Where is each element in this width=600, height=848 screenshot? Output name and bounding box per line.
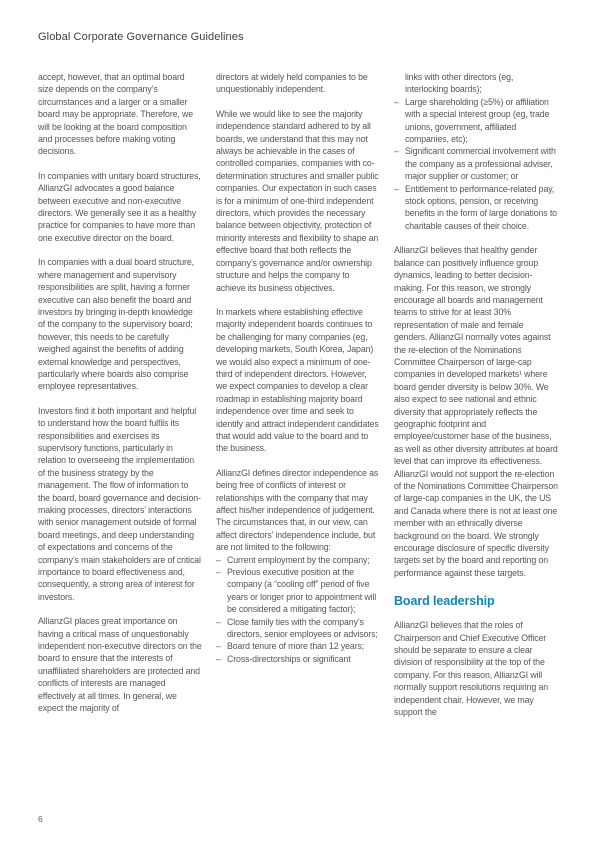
paragraph: AllianzGI believes that the roles of Chairperson and Chief Executive Officer should be separate to ensure a clear division of responsibility at the top of the company. For this reason, AllianzGI will normally support resolutions requiring an independent chair. However, we may support the [394,620,548,718]
column-1 [38,71,202,731]
paragraph: Investors find it both important and helpful to understand how the board fulfils its responsibilities and exercises its supervisory functions, particularly in relation to overseeing the implementation of the business strategy by the management. The flow of information to the board, board governance and decision-making processes, directors’ interactions with senior management outside of formal board meetings, and deep understanding of expectations and concerns of the company’s main stakeholders are of critical importance to board effectiveness and, consequently, a strong area of interest for investors. [38,405,201,602]
list-item: – Previous executive position at the company (a “cooling off” period of five years or longer prior to appointment will be considered a mitigating factor); [216,566,380,616]
list-item: – Close family ties with the company’s directors, senior employees or advisors; [216,616,380,641]
column-2 [216,71,380,731]
paragraph: directors at widely held companies to be unquestionably independent. [216,72,368,95]
paragraph: In companies with unitary board structures, AllianzGI advocates a good balance between executive and non-executive directors. We generally see it as a healthy practice for companies to have more than one executive director on the board. [38,170,201,243]
paragraph: accept, however, that an optimal board size depends on the company’s circumstances and a larger or a smaller board may be appropriate. Therefore, we will be looking at the board composition and processes before making voting decisions. [38,72,194,157]
document-title: Global Corporate Governance Guidelines [38,31,244,43]
paragraph: In markets where establishing effective majority independent boards continues to be challenging for many companies (eg, developing markets, South Korea, Japan) we would also expect a minimum of one-third of independent directors. However, we expect companies to develop a clear roadmap in establishing majority board independence over time and seek to identify and attract independent candidates that would add value to the board and to the business. [216,306,379,454]
list-item: – Board tenure of more than 12 years; [216,640,380,652]
paragraph: AllianzGI believes that healthy gender balance can positively influence group dynamics, leading to better decision-making. For this reason, we strongly encourage all boards and management teams to strive for at least 30% representation of male and female genders. AllianzGI normally votes against the re-election of the Nominations Committee Chairperson of large-cap companies in developed markets¹ where board gender diversity is below 30%. We also expect to see national and ethnic diversity that appropriately reflects the geographic footprint and employee/customer base of the business, as well as other diversity attributes at board level that can improve its effectiveness. AllianzGI would not support the re-election of the Nominations Committee Chairperson of large-cap companies in the UK, the US and Canada where there is not at least one member with an ethnically diverse background on the board. We strongly encourage disclosure of specific diversity targets set by the board and reporting on performance against these targets. [394,245,558,578]
section-heading: Board leadership [394,594,495,609]
list-item: – Cross-directorships or significant [216,653,380,665]
list-item: – Significant commercial involvement with the company as a professional adviser, major supplier or customer; or [394,145,558,182]
list-item: – Current employment by the company; [216,554,380,566]
page-number: 6 [38,814,43,824]
paragraph: AllianzGI places great importance on having a critical mass of unquestionably independent non-executive directors on the board to ensure that the interests of unaffiliated shareholders are protected and conflicts of interests are managed effectively at all times. In general, we expect the majority of [38,616,202,714]
paragraph: In companies with a dual board structure, where management and supervisory responsibilities are split, having a former executive can also benefit the board and investors by bringing in-depth knowledge of the company to the supervisory board; however, this needs to be carefully weighed against the benefits of adding external knowledge and perspectives, particularly where boards also comprise employee representatives. [38,257,194,392]
list-item: – Entitlement to performance-related pay, stock options, pension, or receiving benefits in the form of large donations to charitable causes of their choice. [394,183,558,233]
column-3 [394,71,558,731]
paragraph: AllianzGI defines director independence as being free of conflicts of interest or relationships with the company that may affect his/her independence of judgement. The circumstances that, in our view, can affect directors’ independence include, but are not limited to the following: [216,467,379,553]
list-item-continuation: links with other directors (eg, interlocking boards); [405,72,514,95]
paragraph: While we would like to see the majority independence standard adhered to by all boards, we understand that this may not always be achievable in the cases of controlled companies, companies with co-determination structures and smaller public companies. Our expectation in such cases is for a minimum of one-third independent directors, which provides the necessary balance between objectivity, protection of minority interests and flexibility to shape an effective board that both reflects the company’s governance and/or ownership structure and helps the company to achieve its business objectives. [216,108,379,293]
columns [38,71,558,731]
list-item: – Large shareholding (≥5%) or affiliation with a special interest group (eg, trade unions, government, affiliated companies, etc); [394,96,558,146]
